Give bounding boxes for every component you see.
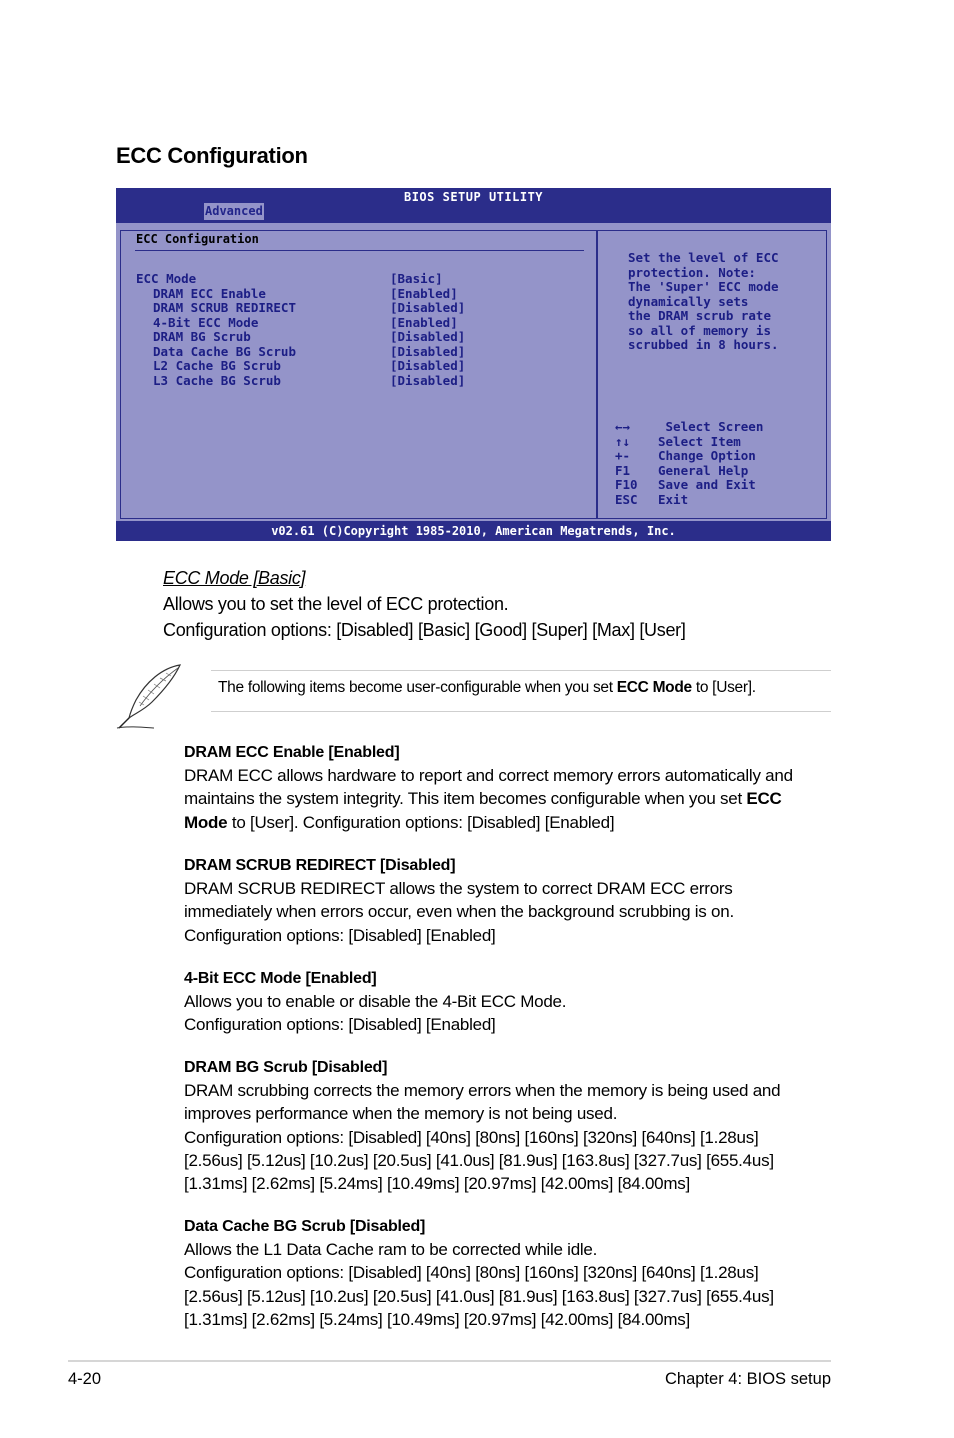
bios-item-4bit-ecc-mode[interactable] [153, 315, 586, 330]
item-line: improves performance when the memory is not being used. [184, 1104, 618, 1124]
note-bold: ECC Mode [616, 679, 692, 696]
item-dram-ecc-enable [184, 741, 829, 834]
key-label: F1 [615, 462, 631, 478]
note-prefix: The following items become user-configurable when you set [218, 679, 617, 696]
bios-item-dram-bg-scrub[interactable] [153, 329, 586, 344]
item-line: [1.31ms] [2.62ms] [5.24ms] [10.49ms] [20.97ms] [42.00ms] [84.00ms] [184, 1174, 691, 1194]
bios-item-value: [Disabled] [390, 300, 466, 315]
bios-item-label: Data Cache BG Scrub [153, 343, 296, 359]
bios-item-value: [Enabled] [390, 314, 458, 330]
bios-item-value: [Enabled] [390, 285, 458, 301]
item-line: [1.31ms] [2.62ms] [5.24ms] [10.49ms] [20.97ms] [42.00ms] [84.00ms] [184, 1309, 691, 1329]
bios-item-value: [Disabled] [390, 329, 466, 344]
bios-item-label: L3 Cache BG Scrub [153, 372, 281, 388]
bios-item-dram-ecc-enable[interactable] [153, 286, 586, 301]
bios-item-ecc-mode[interactable] [136, 271, 586, 286]
bios-settings-panel [120, 230, 597, 519]
item-line: Allows the L1 Data Cache ram to be corrected while idle. [184, 1240, 598, 1260]
chapter-label: Chapter 4: BIOS setup [664, 1370, 831, 1388]
bios-item-label: 4-Bit ECC Mode [153, 314, 259, 330]
bios-help-panel [597, 230, 827, 519]
bios-item-value: [Disabled] [390, 343, 466, 359]
ecc-mode-options: Configuration options: [Disabled] [Basic] [Good] [Super] [Max] [User] [163, 620, 686, 640]
feather-note-icon [114, 662, 184, 732]
bios-item-label: L2 Cache BG Scrub [153, 358, 281, 373]
panel-divider [135, 250, 584, 251]
bios-item-data-cache-bg-scrub[interactable] [153, 344, 586, 359]
item-line: Configuration options: [Disabled] [Enabled] [184, 1015, 496, 1035]
ecc-mode-description: Allows you to set the level of ECC protection. [163, 594, 509, 614]
bios-screen [116, 188, 831, 541]
item-line: DRAM SCRUB REDIRECT allows the system to correct DRAM ECC errors [184, 879, 733, 899]
item-line: [2.56us] [5.12us] [10.2us] [20.5us] [41.0us] [81.9us] [163.8us] [327.7us] [655.4us] [184, 1150, 774, 1170]
item-heading: DRAM BG Scrub [Disabled] [184, 1059, 388, 1076]
key-desc: General Help [658, 462, 749, 478]
item-heading: DRAM ECC Enable [Enabled] [184, 744, 400, 761]
bios-copyright-bar: v02.61 (C)Copyright 1985-2010, American Megatrends, Inc. [116, 521, 831, 541]
bios-item-label: DRAM SCRUB REDIRECT [153, 300, 296, 315]
item-line: DRAM ECC allows hardware to report and correct memory errors automatically and [184, 766, 793, 786]
key-label: F10 [615, 477, 638, 492]
bios-title: BIOS SETUP UTILITY [403, 190, 544, 204]
note-divider-bottom [211, 711, 831, 712]
note-suffix: to [User]. [691, 679, 756, 696]
key-label: +- [615, 448, 631, 463]
item-line: DRAM scrubbing corrects the memory errors when the memory is being used and [184, 1081, 781, 1101]
bios-item-label: ECC Mode [136, 271, 197, 286]
item-4bit-ecc-mode [184, 967, 829, 1037]
note-text [218, 678, 756, 698]
key-desc: Save and Exit [658, 477, 756, 492]
item-data-cache-bg-scrub [184, 1215, 829, 1331]
bios-header-bar [116, 188, 831, 223]
item-dram-scrub-redirect [184, 854, 829, 947]
bios-item-l3-cache-bg-scrub[interactable] [153, 373, 586, 388]
item-line: maintains the system integrity. This item becomes configurable when you set ECC [184, 789, 782, 809]
panel-title: ECC Configuration [136, 232, 259, 246]
key-desc: Exit [658, 491, 689, 507]
item-line: Configuration options: [Disabled] [40ns] [80ns] [160ns] [320ns] [640ns] [1.28us] [184, 1263, 759, 1283]
item-dram-bg-scrub [184, 1056, 829, 1195]
bios-item-label: DRAM BG Scrub [153, 329, 251, 344]
footer-divider [68, 1360, 831, 1362]
note-divider-top [211, 670, 831, 671]
item-line: immediately when errors occur, even when the background scrubbing is on. [184, 902, 734, 922]
item-heading: 4-Bit ECC Mode [Enabled] [184, 970, 377, 987]
key-label: ←→ [615, 419, 631, 434]
tab-advanced[interactable]: Advanced [205, 204, 263, 218]
item-heading: DRAM SCRUB REDIRECT [Disabled] [184, 857, 456, 874]
key-desc: Select Screen [658, 419, 764, 434]
ecc-mode-heading: ECC Mode [Basic] [163, 568, 306, 588]
bios-item-value: [Disabled] [390, 358, 466, 373]
help-text: Set the level of ECC protection. Note: The 'Super' ECC mode dynamically sets the DRAM scrub rate so all of memory is scrubbed in 8 hours. [628, 250, 779, 352]
page-number: 4-20 [68, 1370, 102, 1388]
key-label: ↑↓ [615, 433, 631, 449]
item-line: Configuration options: [Disabled] [Enabled] [184, 925, 496, 945]
section-title: ECC Configuration [116, 143, 308, 168]
item-line: Mode to [User]. Configuration options: [Disabled] [Enabled] [184, 812, 615, 832]
item-line: [2.56us] [5.12us] [10.2us] [20.5us] [41.0us] [81.9us] [163.8us] [327.7us] [655.4us] [184, 1286, 774, 1306]
bios-item-dram-scrub-redirect[interactable] [153, 300, 586, 315]
key-desc: Change Option [658, 448, 756, 463]
key-label: ESC [615, 491, 638, 507]
bios-item-l2-cache-bg-scrub[interactable] [153, 358, 586, 373]
item-line: Allows you to enable or disable the 4-Bit ECC Mode. [184, 992, 567, 1012]
bios-item-value: [Disabled] [390, 372, 466, 388]
bios-item-value: [Basic] [390, 271, 443, 286]
key-desc: Select Item [658, 433, 741, 449]
item-heading: Data Cache BG Scrub [Disabled] [184, 1218, 426, 1235]
item-line: Configuration options: [Disabled] [40ns] [80ns] [160ns] [320ns] [640ns] [1.28us] [184, 1127, 759, 1147]
bios-item-label: DRAM ECC Enable [153, 285, 266, 301]
